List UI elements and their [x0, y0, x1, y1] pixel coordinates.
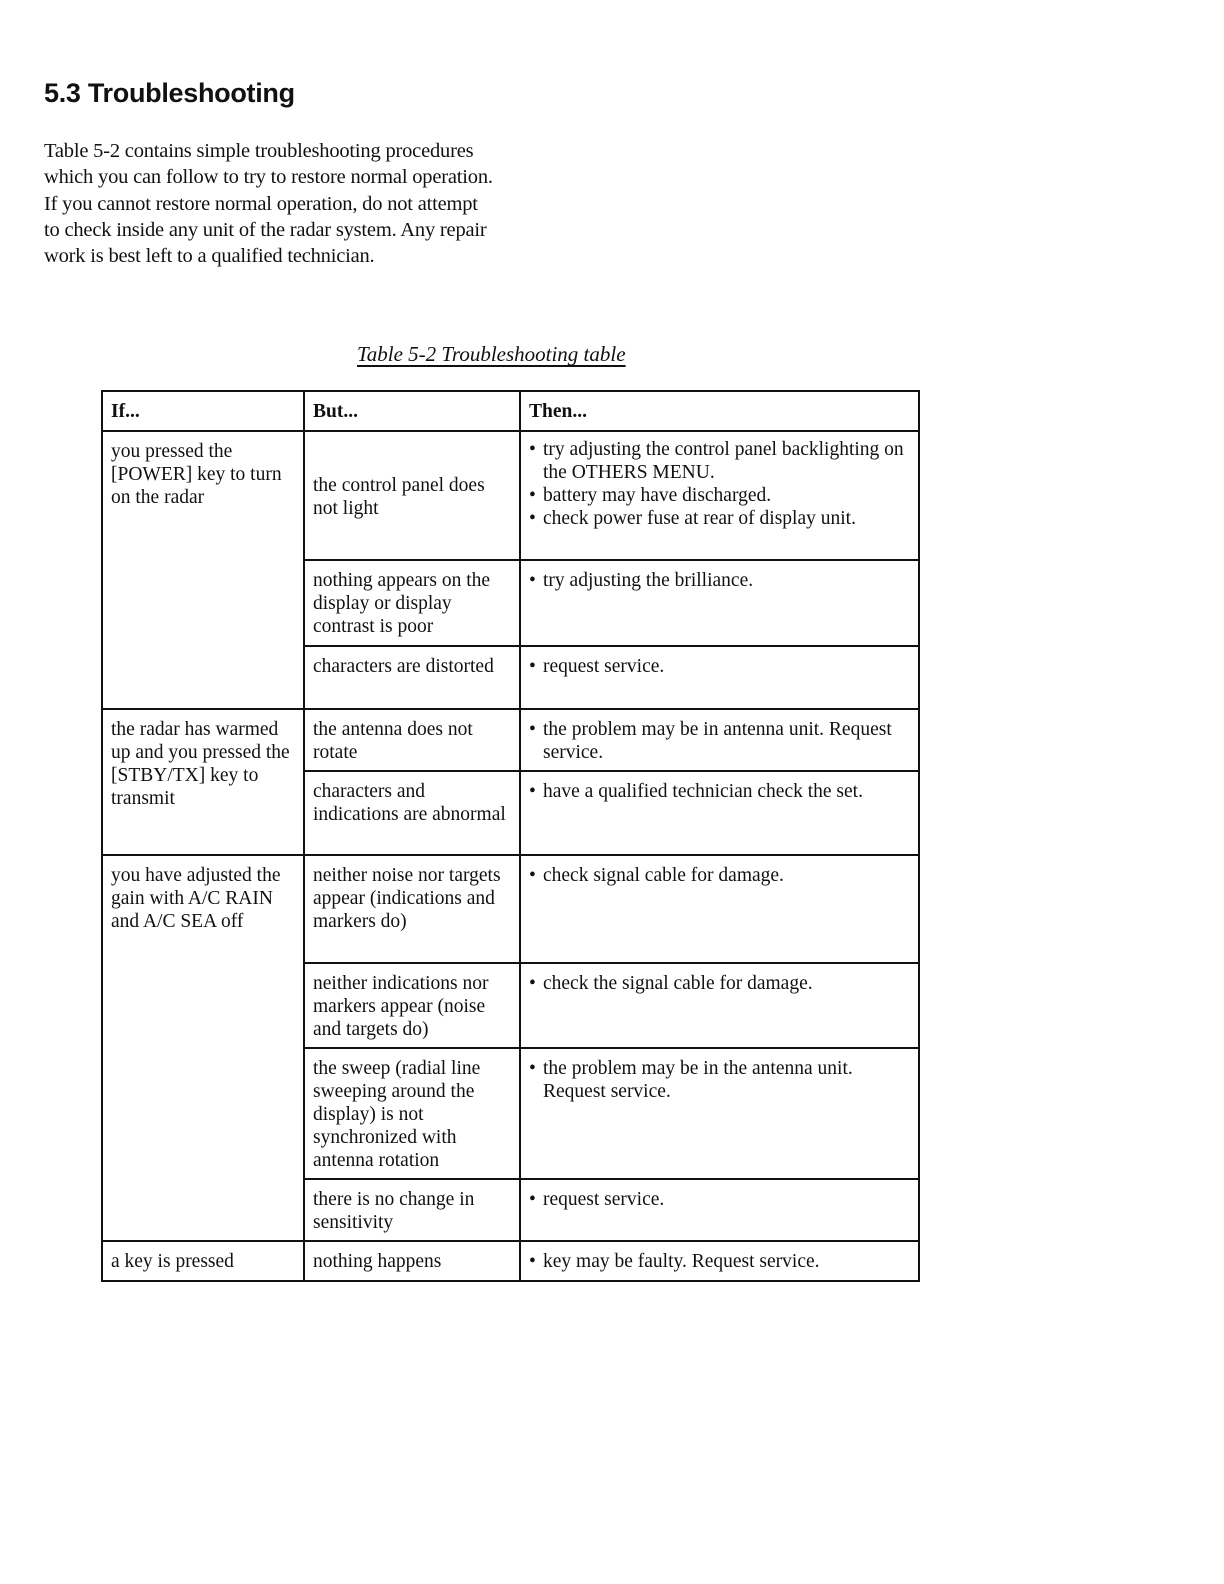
then-cell: [520, 1241, 919, 1281]
but-cell: the antenna does not rotate: [304, 709, 520, 771]
but-cell: characters and indications are abnormal: [304, 771, 520, 855]
but-cell: neither noise nor targets appear (indications and markers do): [304, 855, 520, 963]
header-then: Then...: [520, 391, 919, 431]
then-cell: [520, 963, 919, 1048]
if-cell: the radar has warmed up and you pressed the [STBY/TX] key to transmit: [102, 709, 304, 855]
but-cell: there is no change in sensitivity: [304, 1179, 520, 1241]
then-cell: [520, 560, 919, 646]
then-item: • the problem may be in the antenna unit. Request service.: [529, 1057, 910, 1103]
section-heading: 5.3 Troubleshooting: [44, 78, 295, 108]
then-item: • battery may have discharged.: [529, 484, 910, 507]
but-cell: nothing appears on the display or display contrast is poor: [304, 560, 520, 646]
then-item: • have a qualified technician check the set.: [529, 780, 910, 803]
but-cell: nothing happens: [304, 1241, 520, 1281]
troubleshooting-table: [101, 390, 920, 1282]
then-item: • try adjusting the control panel backlighting on the OTHERS MENU.: [529, 438, 910, 484]
then-item: • key may be faulty. Request service.: [529, 1250, 910, 1273]
then-item: • try adjusting the brilliance.: [529, 569, 910, 592]
then-item: • check power fuse at rear of display unit.: [529, 507, 910, 530]
then-item: • the problem may be in antenna unit. Request service.: [529, 718, 910, 764]
table-caption: Table 5-2 Troubleshooting table: [357, 342, 626, 366]
if-cell: a key is pressed: [102, 1241, 304, 1281]
then-cell: [520, 646, 919, 709]
table-row: [102, 431, 919, 560]
but-cell: characters are distorted: [304, 646, 520, 709]
then-item: • request service.: [529, 655, 910, 678]
then-item: • check signal cable for damage.: [529, 864, 910, 887]
but-cell: the control panel does not light: [304, 431, 520, 560]
but-cell: neither indications nor markers appear (noise and targets do): [304, 963, 520, 1048]
table-row: [102, 709, 919, 771]
then-cell: [520, 771, 919, 855]
then-cell: [520, 709, 919, 771]
then-cell: [520, 855, 919, 963]
header-if: If...: [102, 391, 304, 431]
header-but: But...: [304, 391, 520, 431]
table-row: [102, 855, 919, 963]
table-header-row: [102, 391, 919, 431]
then-cell: [520, 1048, 919, 1179]
intro-paragraph: Table 5-2 contains simple troubleshooting procedures which you can follow to try to restore normal operation. If you cannot restore normal operation, do not attempt to check inside any unit of the radar system. Any repair work is best left to a qualified technician.: [44, 140, 493, 268]
then-item: • check the signal cable for damage.: [529, 972, 910, 995]
if-cell: you pressed the [POWER] key to turn on the radar: [102, 431, 304, 709]
if-cell: you have adjusted the gain with A/C RAIN and A/C SEA off: [102, 855, 304, 1241]
but-cell: the sweep (radial line sweeping around the display) is not synchronized with antenna rotation: [304, 1048, 520, 1179]
table-row: [102, 1241, 919, 1281]
then-cell: [520, 431, 919, 560]
then-cell: [520, 1179, 919, 1241]
then-item: • request service.: [529, 1188, 910, 1211]
